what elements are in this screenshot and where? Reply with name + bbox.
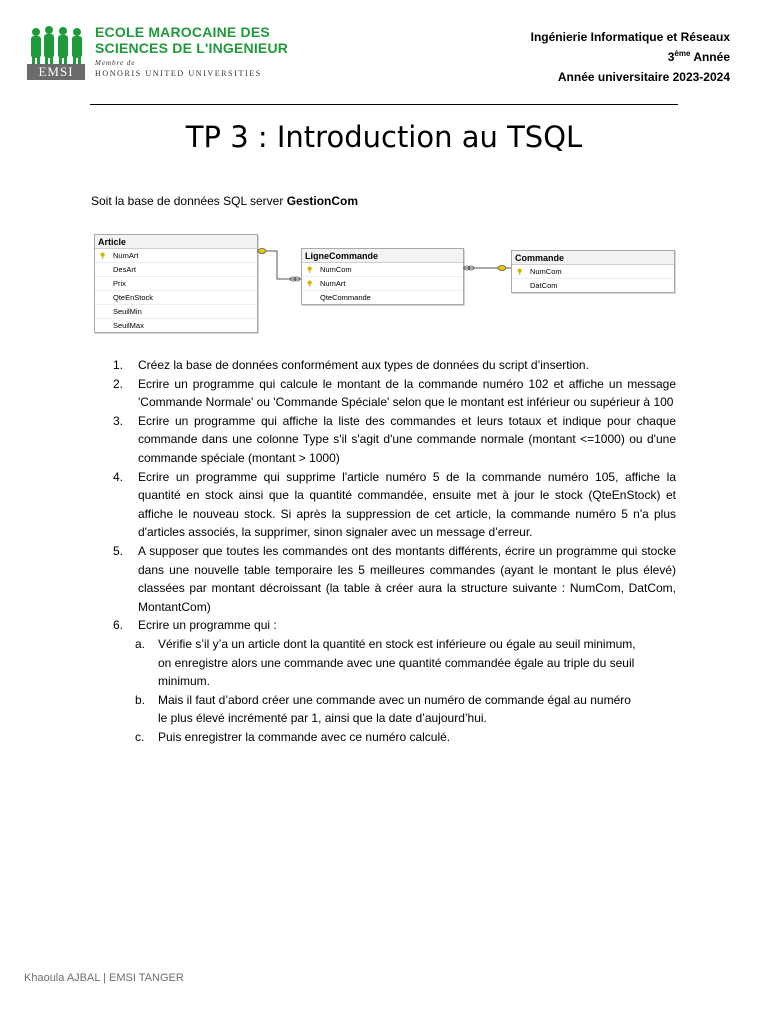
sub-list-item: b. Mais il faut d’abord créer une commande avec un numéro de commande égal au numéro le plus élevé incrémenté par 1, ainsi que la date d’aujourd’hui. — [135, 692, 631, 726]
page-title: TP 3 : Introduction au TSQL — [185, 120, 583, 154]
list-item: 1. Créez la base de données conformément aux types de données du script d’insertion. — [113, 358, 589, 372]
table-field: SeuilMin — [95, 305, 257, 319]
table-title: LigneCommande — [302, 249, 463, 263]
list-item: 6. Ecrire un programme qui : — [113, 618, 277, 633]
list-item: 3. Ecrire un programme qui affiche la liste des commandes et leurs totaux et indique pour chaque commande dans une colonne Type s'il s'agit d'une commande normale (montant <=1000) ou d'une commande spéciale (montant > 1000) — [113, 413, 676, 465]
table-title: Commande — [512, 251, 674, 265]
database-name: GestionCom — [286, 194, 359, 208]
emsi-badge: EMSI — [27, 64, 85, 80]
table-field: QteEnStock — [95, 291, 257, 305]
intro-text: Soit la base de données SQL server — [91, 194, 287, 208]
year-number: 3 — [667, 50, 675, 64]
table-field: NumCom — [512, 265, 674, 279]
academic-year: Année universitaire 2023-2024 — [557, 70, 730, 84]
network-name: HONORIS UNITED UNIVERSITIES — [95, 69, 262, 78]
relationship-lines — [94, 232, 678, 340]
sub-list-item: a. Vérifie s’il y’a un article dont la quantité en stock est inférieure ou égale au seuil minimum, on enregistre alors une commande avec une quantité commandée égale au triple du seuil minimum. — [135, 636, 636, 689]
table-field: SeuilMax — [113, 321, 144, 330]
school-name-line2: SCIENCES DE L'INGENIEUR — [95, 40, 289, 56]
table-title: Article — [95, 235, 257, 249]
table-field: NumArt — [95, 249, 257, 263]
year-suffix: ème — [674, 49, 691, 58]
table-field: DesArt — [95, 263, 257, 277]
database-diagram — [94, 232, 678, 340]
page-footer: Khaoula AJBAL | EMSI TANGER — [24, 972, 184, 984]
list-item: 5. A supposer que toutes les commandes ont des montants différents, écrire un programme qui stocke dans une nouvelle table temporaire les 5 meilleures commandes (ayant le montant le plus élevé) classées par montant décroissant (la table à créer aura la structure suivante : NumCom, DatCom, MontantCom) — [113, 543, 676, 614]
program-name: Ingénierie Informatique et Réseaux — [530, 30, 730, 44]
school-name-line1: ECOLE MAROCAINE DES — [95, 24, 270, 40]
study-year — [668, 49, 730, 64]
sub-list-item: c. Puis enregistrer la commande avec ce numéro calculé. — [135, 729, 451, 744]
header-divider — [90, 104, 678, 105]
table-field: NumArt — [302, 277, 463, 291]
year-label: Année — [693, 50, 730, 64]
exercise-list — [113, 356, 676, 746]
school-logo — [27, 26, 287, 82]
member-of-label: Membre de — [95, 59, 136, 67]
table-field: DatCom — [530, 281, 558, 290]
list-item: 4. Ecrire un programme qui supprime l'article numéro 5 de la commande numéro 105, affiche la quantité en stock ainsi que la quantité commandée, ensuite met à jour le stock (QteEnStock) et affiche le nouveau stock. Si après la suppression de cet article, la commande numéro 5 n'a plus d'articles associés, la supprimer, sinon signaler avec un message d’erreur. — [113, 469, 676, 540]
table-field: NumCom — [302, 263, 463, 277]
table-field: QteCommande — [320, 293, 371, 302]
list-item: 2. Ecrire un programme qui calcule le montant de la commande numéro 102 et affiche un message 'Commande Normale' ou 'Commande Spéciale' selon que le montant est inférieur ou supérieur à 100 — [113, 376, 676, 410]
intro-sentence — [91, 194, 358, 208]
table-field: Prix — [95, 277, 257, 291]
